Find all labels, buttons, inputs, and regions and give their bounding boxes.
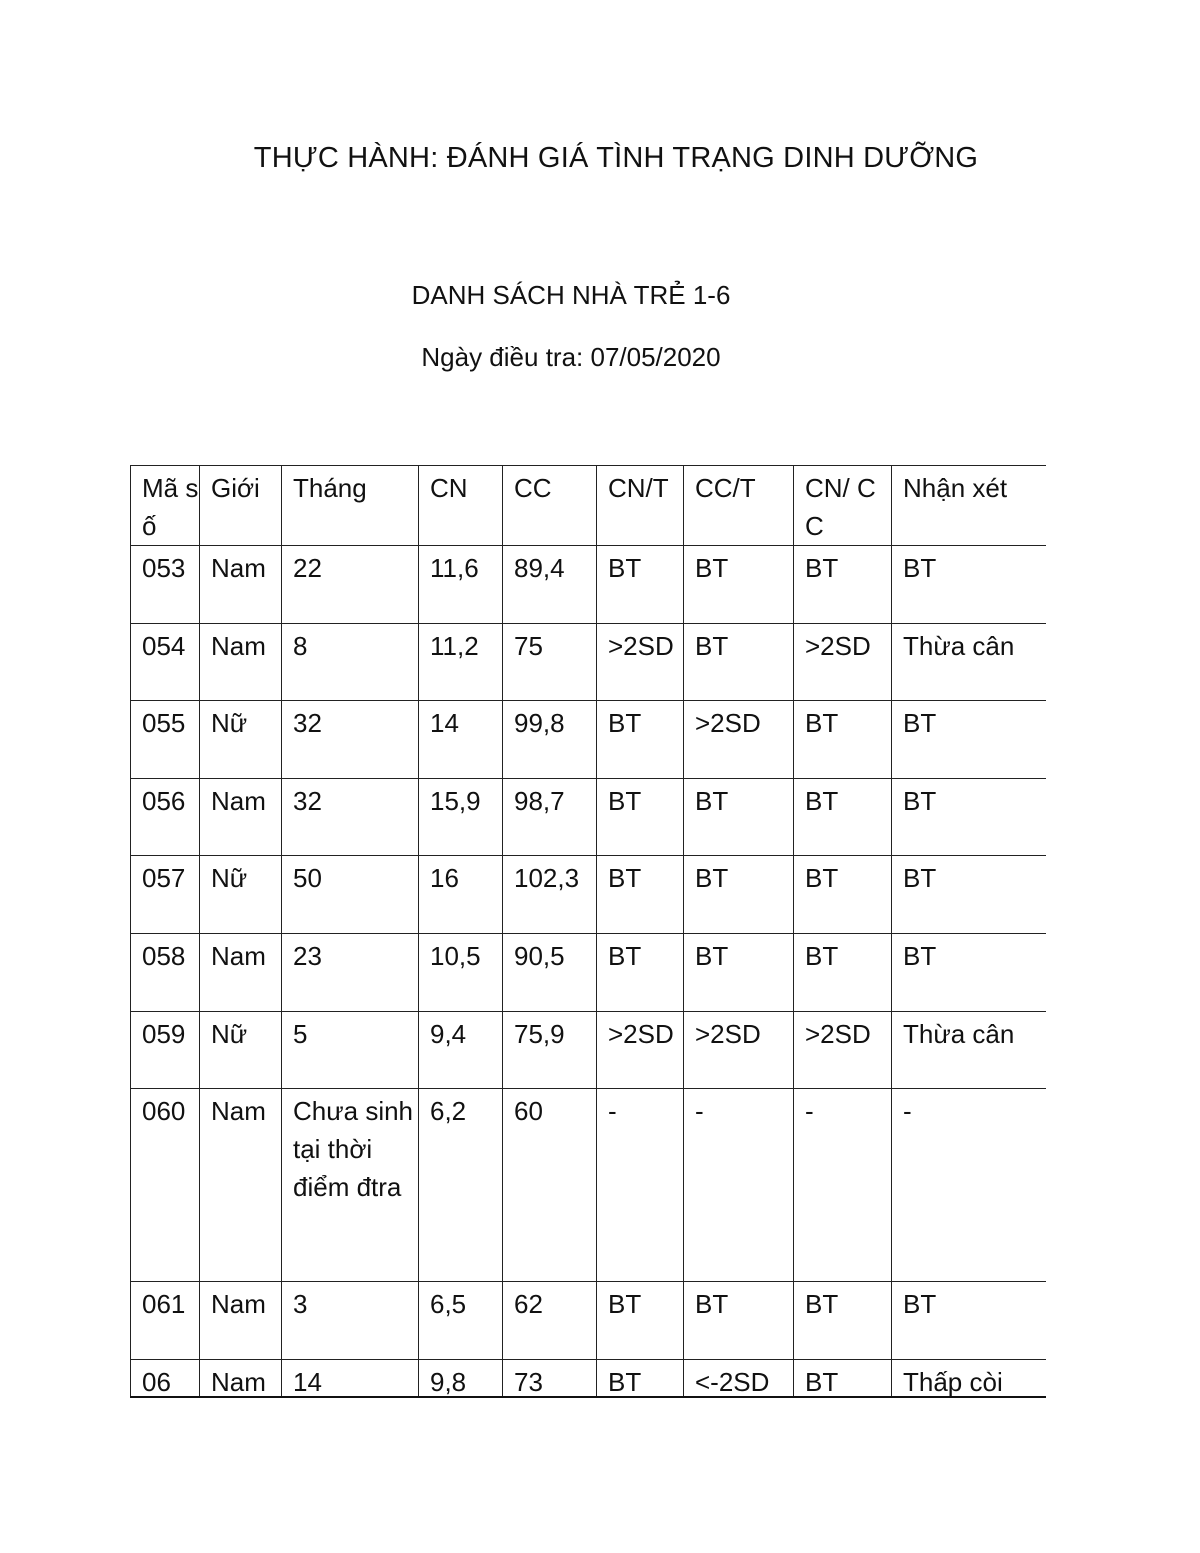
table-header-row bbox=[131, 466, 1047, 546]
cell-thang: 5 bbox=[282, 1011, 419, 1089]
cell-cc-t: BT bbox=[684, 933, 794, 1011]
cell-ma-so: 06 bbox=[131, 1359, 200, 1398]
cell-ma-so: 055 bbox=[131, 701, 200, 779]
cell-cc-t: BT bbox=[684, 1282, 794, 1360]
header-ma-so: Mã số bbox=[131, 466, 200, 546]
cell-cn-cc: BT bbox=[794, 701, 892, 779]
page-title: THỰC HÀNH: ĐÁNH GIÁ TÌNH TRẠNG DINH DƯỠNG bbox=[253, 142, 979, 174]
cell-thang: 32 bbox=[282, 701, 419, 779]
table-row bbox=[131, 856, 1047, 934]
cell-nhan-xet: Thấp còi bbox=[892, 1359, 1047, 1398]
cell-cc: 90,5 bbox=[503, 933, 597, 1011]
cell-gioi: Nam bbox=[200, 1282, 282, 1360]
cell-gioi: Nữ bbox=[200, 1011, 282, 1089]
cell-nhan-xet: BT bbox=[892, 1282, 1047, 1360]
survey-date: Ngày điều tra: 07/05/2020 bbox=[421, 342, 721, 372]
cell-gioi: Nam bbox=[200, 623, 282, 701]
cell-gioi: Nữ bbox=[200, 701, 282, 779]
cell-nhan-xet: - bbox=[892, 1089, 1047, 1282]
nutrition-table-container bbox=[130, 465, 1046, 1398]
cell-cc-t: BT bbox=[684, 546, 794, 624]
cell-cn: 11,6 bbox=[419, 546, 503, 624]
cell-cn-cc: - bbox=[794, 1089, 892, 1282]
header-cn: CN bbox=[419, 466, 503, 546]
header-cc: CC bbox=[503, 466, 597, 546]
cell-cc-t: - bbox=[684, 1089, 794, 1282]
cell-nhan-xet: BT bbox=[892, 778, 1047, 856]
table-row bbox=[131, 623, 1047, 701]
cell-cn-t: >2SD bbox=[597, 623, 684, 701]
cell-cc: 62 bbox=[503, 1282, 597, 1360]
cell-ma-so: 057 bbox=[131, 856, 200, 934]
cell-gioi: Nam bbox=[200, 1359, 282, 1398]
header-nhan-xet: Nhận xét bbox=[892, 466, 1047, 546]
cell-cn-t: BT bbox=[597, 546, 684, 624]
cell-cn-t: BT bbox=[597, 1282, 684, 1360]
cell-gioi: Nam bbox=[200, 1089, 282, 1282]
cell-ma-so: 056 bbox=[131, 778, 200, 856]
table-row bbox=[131, 546, 1047, 624]
cell-thang: 3 bbox=[282, 1282, 419, 1360]
cell-cn-t: BT bbox=[597, 778, 684, 856]
cell-cc: 99,8 bbox=[503, 701, 597, 779]
cell-cc: 75,9 bbox=[503, 1011, 597, 1089]
cell-thang: 8 bbox=[282, 623, 419, 701]
cell-cn-cc: BT bbox=[794, 546, 892, 624]
cell-cn: 15,9 bbox=[419, 778, 503, 856]
table-row bbox=[131, 1282, 1047, 1360]
cell-nhan-xet: BT bbox=[892, 546, 1047, 624]
cell-gioi: Nam bbox=[200, 933, 282, 1011]
cell-cc: 60 bbox=[503, 1089, 597, 1282]
cell-cn-t: BT bbox=[597, 856, 684, 934]
cell-nhan-xet: Thừa cân bbox=[892, 1011, 1047, 1089]
cell-cc-t: >2SD bbox=[684, 701, 794, 779]
cell-cn-cc: >2SD bbox=[794, 1011, 892, 1089]
cell-cn: 6,5 bbox=[419, 1282, 503, 1360]
header-cc-t: CC/T bbox=[684, 466, 794, 546]
cell-cn-cc: BT bbox=[794, 1359, 892, 1398]
table-row bbox=[131, 701, 1047, 779]
cell-cn: 14 bbox=[419, 701, 503, 779]
cell-gioi: Nam bbox=[200, 778, 282, 856]
table-row bbox=[131, 1359, 1047, 1398]
cell-nhan-xet: BT bbox=[892, 856, 1047, 934]
cell-nhan-xet: BT bbox=[892, 701, 1047, 779]
cell-cn-cc: >2SD bbox=[794, 623, 892, 701]
cell-cn: 9,8 bbox=[419, 1359, 503, 1398]
cell-cc: 73 bbox=[503, 1359, 597, 1398]
cell-cn: 10,5 bbox=[419, 933, 503, 1011]
cell-ma-so: 058 bbox=[131, 933, 200, 1011]
cell-cn-t: - bbox=[597, 1089, 684, 1282]
table-row bbox=[131, 1089, 1047, 1282]
cell-thang: Chưa sinh tại thời điểm đtra bbox=[282, 1089, 419, 1282]
cell-cc-t: BT bbox=[684, 623, 794, 701]
cell-thang: 22 bbox=[282, 546, 419, 624]
cell-cc: 98,7 bbox=[503, 778, 597, 856]
header-cn-t: CN/T bbox=[597, 466, 684, 546]
cell-cc: 102,3 bbox=[503, 856, 597, 934]
table-row bbox=[131, 933, 1047, 1011]
cell-cc-t: >2SD bbox=[684, 1011, 794, 1089]
cell-cc: 89,4 bbox=[503, 546, 597, 624]
cell-cn: 16 bbox=[419, 856, 503, 934]
cell-cn: 9,4 bbox=[419, 1011, 503, 1089]
cell-ma-so: 060 bbox=[131, 1089, 200, 1282]
cell-cc: 75 bbox=[503, 623, 597, 701]
header-gioi: Giới bbox=[200, 466, 282, 546]
cell-gioi: Nam bbox=[200, 546, 282, 624]
cell-ma-so: 053 bbox=[131, 546, 200, 624]
table-row bbox=[131, 778, 1047, 856]
cell-cn-t: >2SD bbox=[597, 1011, 684, 1089]
cell-thang: 50 bbox=[282, 856, 419, 934]
cell-thang: 23 bbox=[282, 933, 419, 1011]
cell-gioi: Nữ bbox=[200, 856, 282, 934]
nutrition-table bbox=[130, 465, 1046, 1398]
cell-cn-cc: BT bbox=[794, 1282, 892, 1360]
cell-cc-t: BT bbox=[684, 778, 794, 856]
header-thang: Tháng bbox=[282, 466, 419, 546]
cell-ma-so: 061 bbox=[131, 1282, 200, 1360]
table-row bbox=[131, 1011, 1047, 1089]
cell-cn-cc: BT bbox=[794, 778, 892, 856]
cell-thang: 14 bbox=[282, 1359, 419, 1398]
cell-thang: 32 bbox=[282, 778, 419, 856]
cell-cn-t: BT bbox=[597, 1359, 684, 1398]
cell-cn-cc: BT bbox=[794, 856, 892, 934]
cell-cc-t: BT bbox=[684, 856, 794, 934]
cell-ma-so: 054 bbox=[131, 623, 200, 701]
header-cn-cc: CN/ CC bbox=[794, 466, 892, 546]
cell-cc-t: <-2SD bbox=[684, 1359, 794, 1398]
cell-cn: 6,2 bbox=[419, 1089, 503, 1282]
cell-nhan-xet: Thừa cân bbox=[892, 623, 1047, 701]
cell-cn-t: BT bbox=[597, 701, 684, 779]
list-title: DANH SÁCH NHÀ TRẺ 1-6 bbox=[411, 280, 731, 310]
cell-cn-t: BT bbox=[597, 933, 684, 1011]
cell-cn-cc: BT bbox=[794, 933, 892, 1011]
cell-ma-so: 059 bbox=[131, 1011, 200, 1089]
cell-cn: 11,2 bbox=[419, 623, 503, 701]
cell-nhan-xet: BT bbox=[892, 933, 1047, 1011]
table-body bbox=[131, 546, 1047, 1399]
